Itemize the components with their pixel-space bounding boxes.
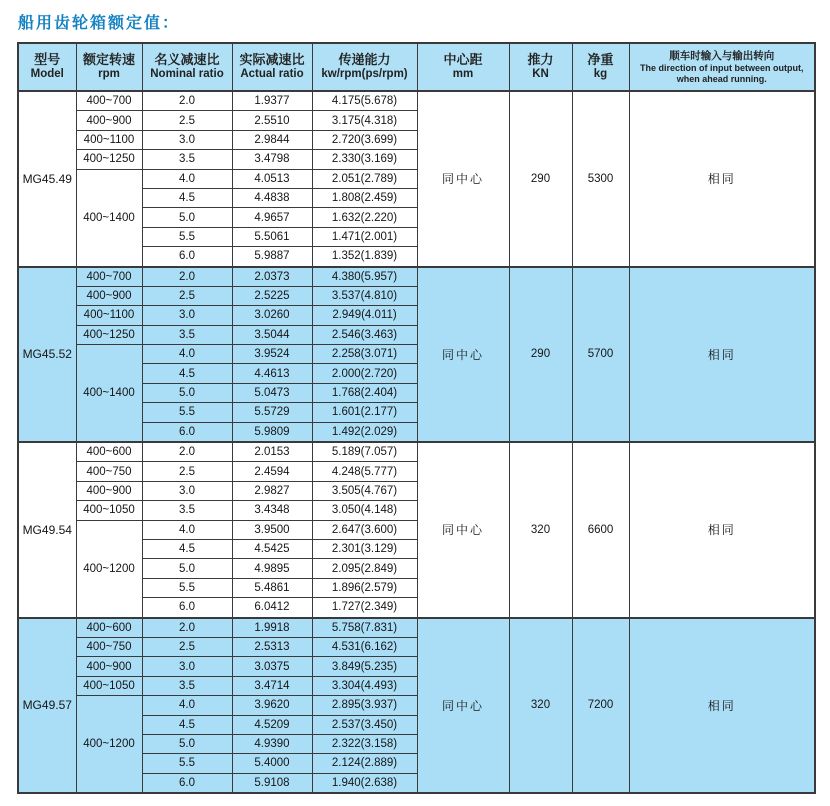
nominal-ratio-cell: 3.0 [142, 306, 232, 325]
model-cell: MG45.49 [18, 91, 76, 267]
nominal-ratio-cell: 5.5 [142, 578, 232, 597]
nominal-ratio-cell: 6.0 [142, 422, 232, 442]
capacity-cell: 3.050(4.148) [312, 501, 417, 520]
header-nominal-ratio [142, 43, 232, 91]
capacity-cell: 1.808(2.459) [312, 188, 417, 207]
rpm-range-cell: 400~1100 [76, 306, 142, 325]
actual-ratio-cell: 4.9657 [232, 208, 312, 227]
capacity-cell: 2.258(3.071) [312, 345, 417, 364]
capacity-cell: 1.601(2.177) [312, 403, 417, 422]
capacity-cell: 1.492(2.029) [312, 422, 417, 442]
rpm-range-cell: 400~1250 [76, 325, 142, 344]
capacity-cell: 2.330(3.169) [312, 150, 417, 169]
actual-ratio-cell: 3.0375 [232, 657, 312, 676]
nominal-ratio-cell: 5.0 [142, 559, 232, 578]
header-actual-ratio-zh: 实际减速比 [239, 51, 305, 67]
nominal-ratio-cell: 4.0 [142, 169, 232, 188]
nominal-ratio-cell: 4.0 [142, 696, 232, 715]
nominal-ratio-cell: 4.0 [142, 345, 232, 364]
nominal-ratio-cell: 2.0 [142, 618, 232, 638]
header-nominal-ratio-zh: 名义减速比 [154, 51, 220, 67]
capacity-cell: 1.471(2.001) [312, 227, 417, 246]
actual-ratio-cell: 3.9500 [232, 520, 312, 539]
nominal-ratio-cell: 4.5 [142, 715, 232, 734]
capacity-cell: 2.647(3.600) [312, 520, 417, 539]
actual-ratio-cell: 3.5044 [232, 325, 312, 344]
rpm-range-cell: 400~1100 [76, 130, 142, 149]
actual-ratio-cell: 4.5425 [232, 539, 312, 558]
model-cell: MG49.57 [18, 618, 76, 794]
capacity-cell: 3.175(4.318) [312, 111, 417, 130]
capacity-cell: 3.537(4.810) [312, 286, 417, 305]
actual-ratio-cell: 5.0473 [232, 383, 312, 402]
actual-ratio-cell: 1.9377 [232, 91, 312, 111]
rpm-range-cell: 400~700 [76, 91, 142, 111]
table-body [18, 91, 815, 793]
nominal-ratio-cell: 2.5 [142, 111, 232, 130]
actual-ratio-cell: 5.4000 [232, 754, 312, 773]
actual-ratio-cell: 4.9895 [232, 559, 312, 578]
header-capacity-en: kw/rpm(ps/rpm) [321, 68, 408, 81]
center-distance-cell: 同中心 [417, 618, 509, 794]
capacity-cell: 2.546(3.463) [312, 325, 417, 344]
capacity-cell: 3.304(4.493) [312, 676, 417, 695]
actual-ratio-cell: 3.4798 [232, 150, 312, 169]
header-net-weight [572, 43, 629, 91]
header-direction [629, 43, 815, 91]
center-distance-cell: 同中心 [417, 442, 509, 618]
actual-ratio-cell: 4.0513 [232, 169, 312, 188]
nominal-ratio-cell: 5.5 [142, 754, 232, 773]
actual-ratio-cell: 2.5225 [232, 286, 312, 305]
header-direction-zh: 顺车时输入与输出转向 [669, 49, 775, 62]
nominal-ratio-cell: 2.5 [142, 462, 232, 481]
center-distance-cell: 同中心 [417, 91, 509, 267]
capacity-cell: 1.352(1.839) [312, 247, 417, 267]
capacity-cell: 4.531(6.162) [312, 637, 417, 656]
capacity-cell: 4.175(5.678) [312, 91, 417, 111]
header-center-distance-en: mm [452, 68, 474, 81]
nominal-ratio-cell: 4.5 [142, 364, 232, 383]
capacity-cell: 1.940(2.638) [312, 773, 417, 793]
capacity-cell: 3.505(4.767) [312, 481, 417, 500]
net-weight-cell: 6600 [572, 442, 629, 618]
capacity-cell: 5.758(7.831) [312, 618, 417, 638]
capacity-cell: 2.537(3.450) [312, 715, 417, 734]
nominal-ratio-cell: 5.5 [142, 227, 232, 246]
table-row [18, 618, 815, 638]
rpm-range-cell: 400~1200 [76, 520, 142, 617]
header-nominal-ratio-en: Nominal ratio [150, 68, 224, 81]
nominal-ratio-cell: 4.5 [142, 188, 232, 207]
nominal-ratio-cell: 5.0 [142, 734, 232, 753]
nominal-ratio-cell: 3.5 [142, 325, 232, 344]
header-model-zh: 型号 [34, 51, 61, 67]
actual-ratio-cell: 3.9620 [232, 696, 312, 715]
rpm-range-cell: 400~900 [76, 111, 142, 130]
capacity-cell: 1.768(2.404) [312, 383, 417, 402]
nominal-ratio-cell: 4.5 [142, 539, 232, 558]
actual-ratio-cell: 6.0412 [232, 598, 312, 618]
actual-ratio-cell: 5.9809 [232, 422, 312, 442]
header-rated-speed-zh: 额定转速 [82, 51, 135, 67]
nominal-ratio-cell: 2.0 [142, 442, 232, 462]
nominal-ratio-cell: 5.0 [142, 383, 232, 402]
net-weight-cell: 5300 [572, 91, 629, 267]
center-distance-cell: 同中心 [417, 267, 509, 443]
nominal-ratio-cell: 6.0 [142, 598, 232, 618]
nominal-ratio-cell: 2.5 [142, 286, 232, 305]
capacity-cell: 4.380(5.957) [312, 267, 417, 287]
nominal-ratio-cell: 5.0 [142, 208, 232, 227]
header-capacity-zh: 传递能力 [338, 51, 391, 67]
header-model-en: Model [30, 68, 64, 81]
direction-cell: 相同 [629, 91, 815, 267]
table-header [18, 43, 815, 91]
nominal-ratio-cell: 3.0 [142, 657, 232, 676]
header-center-distance [417, 43, 509, 91]
nominal-ratio-cell: 2.5 [142, 637, 232, 656]
actual-ratio-cell: 3.4714 [232, 676, 312, 695]
actual-ratio-cell: 2.9844 [232, 130, 312, 149]
rpm-range-cell: 400~600 [76, 442, 142, 462]
direction-cell: 相同 [629, 618, 815, 794]
header-capacity [312, 43, 417, 91]
thrust-cell: 320 [509, 442, 572, 618]
header-net-weight-en: kg [593, 68, 608, 81]
rpm-range-cell: 400~1250 [76, 150, 142, 169]
actual-ratio-cell: 4.4838 [232, 188, 312, 207]
header-net-weight-zh: 净重 [587, 51, 614, 67]
model-cell: MG49.54 [18, 442, 76, 618]
capacity-cell: 4.248(5.777) [312, 462, 417, 481]
capacity-cell: 2.000(2.720) [312, 364, 417, 383]
rpm-range-cell: 400~1050 [76, 501, 142, 520]
actual-ratio-cell: 2.0153 [232, 442, 312, 462]
rpm-range-cell: 400~700 [76, 267, 142, 287]
direction-cell: 相同 [629, 267, 815, 443]
capacity-cell: 2.895(3.937) [312, 696, 417, 715]
model-cell: MG45.52 [18, 267, 76, 443]
header-model [18, 43, 76, 91]
rpm-range-cell: 400~750 [76, 637, 142, 656]
capacity-cell: 2.949(4.011) [312, 306, 417, 325]
header-center-distance-zh: 中心距 [443, 51, 483, 67]
thrust-cell: 290 [509, 91, 572, 267]
capacity-cell: 2.095(2.849) [312, 559, 417, 578]
nominal-ratio-cell: 3.0 [142, 481, 232, 500]
nominal-ratio-cell: 5.5 [142, 403, 232, 422]
actual-ratio-cell: 4.5209 [232, 715, 312, 734]
actual-ratio-cell: 2.9827 [232, 481, 312, 500]
actual-ratio-cell: 2.5313 [232, 637, 312, 656]
actual-ratio-cell: 3.0260 [232, 306, 312, 325]
header-rated-speed-en: rpm [98, 68, 120, 81]
net-weight-cell: 5700 [572, 267, 629, 443]
actual-ratio-cell: 2.5510 [232, 111, 312, 130]
capacity-cell: 2.720(3.699) [312, 130, 417, 149]
page-title: 船用齿轮箱额定值： [18, 15, 181, 32]
header-actual-ratio [232, 43, 312, 91]
rpm-range-cell: 400~1050 [76, 676, 142, 695]
actual-ratio-cell: 2.4594 [232, 462, 312, 481]
thrust-cell: 320 [509, 618, 572, 794]
header-thrust-zh: 推力 [527, 51, 554, 67]
table-row [18, 442, 815, 462]
capacity-cell: 2.301(3.129) [312, 539, 417, 558]
header-row [18, 43, 815, 91]
rpm-range-cell: 400~600 [76, 618, 142, 638]
capacity-cell: 2.322(3.158) [312, 734, 417, 753]
rpm-range-cell: 400~900 [76, 286, 142, 305]
actual-ratio-cell: 4.9390 [232, 734, 312, 753]
direction-cell: 相同 [629, 442, 815, 618]
gearbox-rating-table [17, 42, 816, 794]
capacity-cell: 2.124(2.889) [312, 754, 417, 773]
nominal-ratio-cell: 6.0 [142, 773, 232, 793]
actual-ratio-cell: 5.4861 [232, 578, 312, 597]
capacity-cell: 5.189(7.057) [312, 442, 417, 462]
header-rated-speed [76, 43, 142, 91]
capacity-cell: 1.727(2.349) [312, 598, 417, 618]
nominal-ratio-cell: 3.5 [142, 676, 232, 695]
actual-ratio-cell: 1.9918 [232, 618, 312, 638]
capacity-cell: 1.632(2.220) [312, 208, 417, 227]
net-weight-cell: 7200 [572, 618, 629, 794]
actual-ratio-cell: 5.5729 [232, 403, 312, 422]
rpm-range-cell: 400~1400 [76, 345, 142, 442]
table-row [18, 91, 815, 111]
nominal-ratio-cell: 4.0 [142, 520, 232, 539]
rpm-range-cell: 400~900 [76, 657, 142, 676]
capacity-cell: 2.051(2.789) [312, 169, 417, 188]
thrust-cell: 290 [509, 267, 572, 443]
nominal-ratio-cell: 6.0 [142, 247, 232, 267]
nominal-ratio-cell: 3.5 [142, 150, 232, 169]
rpm-range-cell: 400~750 [76, 462, 142, 481]
capacity-cell: 1.896(2.579) [312, 578, 417, 597]
header-thrust [509, 43, 572, 91]
table-row [18, 267, 815, 287]
actual-ratio-cell: 5.9108 [232, 773, 312, 793]
rpm-range-cell: 400~1400 [76, 169, 142, 266]
nominal-ratio-cell: 2.0 [142, 267, 232, 287]
nominal-ratio-cell: 3.0 [142, 130, 232, 149]
actual-ratio-cell: 3.9524 [232, 345, 312, 364]
rpm-range-cell: 400~900 [76, 481, 142, 500]
header-direction-en: The direction of input between output, when ahead running. [640, 62, 804, 84]
header-thrust-en: KN [532, 68, 549, 81]
actual-ratio-cell: 2.0373 [232, 267, 312, 287]
nominal-ratio-cell: 2.0 [142, 91, 232, 111]
header-actual-ratio-en: Actual ratio [240, 68, 304, 81]
nominal-ratio-cell: 3.5 [142, 501, 232, 520]
capacity-cell: 3.849(5.235) [312, 657, 417, 676]
actual-ratio-cell: 5.9887 [232, 247, 312, 267]
actual-ratio-cell: 5.5061 [232, 227, 312, 246]
rpm-range-cell: 400~1200 [76, 696, 142, 793]
actual-ratio-cell: 4.4613 [232, 364, 312, 383]
actual-ratio-cell: 3.4348 [232, 501, 312, 520]
